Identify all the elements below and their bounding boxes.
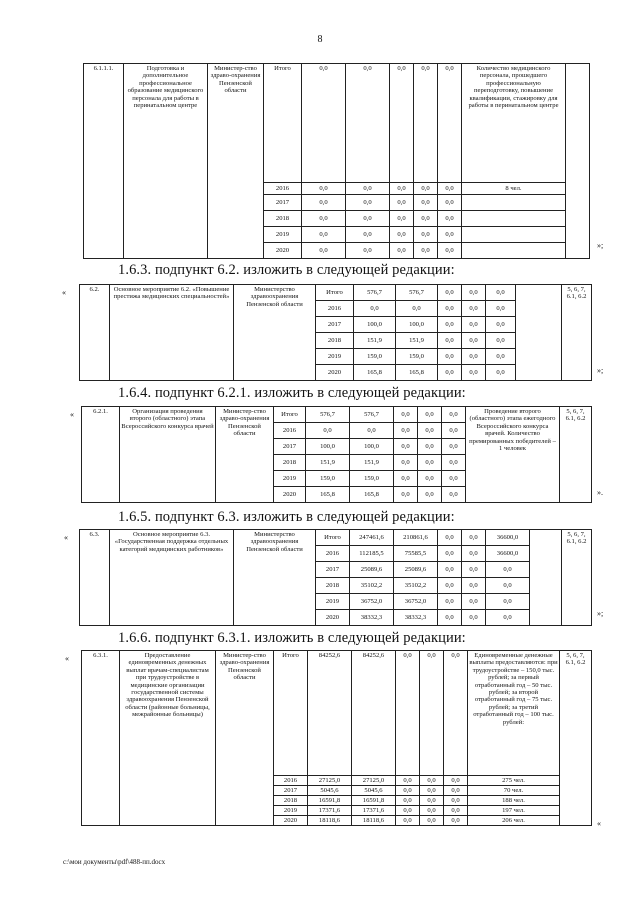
value-cell: 0,0 — [486, 365, 516, 381]
value-cell: 0,0 — [444, 806, 468, 816]
year-cell: 2018 — [274, 455, 306, 471]
value-cell: 36752,0 — [394, 594, 438, 610]
value-cell: 36600,0 — [486, 530, 530, 546]
result-cell: Единовременные денежные выплаты предоставляются: при трудоустройстве – 150,0 тыс. рублей; за первый отработанный год – 50 тыс. рублей; за второй отработанный год – 75 тыс. рублей; за третий отработанный год – 100 тыс. рублей: — [468, 651, 560, 776]
value-cell: 576,7 — [396, 285, 438, 301]
value-cell: 0,0 — [486, 333, 516, 349]
value-cell: 0,0 — [346, 243, 390, 259]
value-cell: 17371,6 — [352, 806, 396, 816]
row-executor: Министер-ство здраво-охранения Пензенской области — [216, 651, 274, 826]
close-quote: »; — [597, 241, 604, 250]
value-cell: 247461,6 — [350, 530, 394, 546]
year-cell: 2017 — [274, 786, 308, 796]
value-cell: 0,0 — [420, 651, 444, 776]
value-cell: 0,0 — [462, 365, 486, 381]
value-cell: 0,0 — [486, 317, 516, 333]
value-cell: 0,0 — [418, 407, 442, 423]
refs-cell: 5, 6, 7, 6.1, 6.2 — [562, 285, 592, 381]
result-cell — [462, 243, 566, 259]
value-cell: 0,0 — [390, 211, 414, 227]
value-cell: 0,0 — [396, 786, 420, 796]
value-cell: 0,0 — [396, 651, 420, 776]
result-cell — [462, 211, 566, 227]
result-cell: Проведение второго (областного) этапа ежегодного Всероссийского конкурса врачей. Количество премированных победителей – 1 человек — [466, 407, 560, 503]
year-cell: Итого — [264, 64, 302, 183]
value-cell: 0,0 — [390, 183, 414, 195]
year-cell: 2019 — [316, 594, 350, 610]
value-cell: 0,0 — [438, 285, 462, 301]
open-quote: « — [64, 533, 68, 542]
value-cell: 0,0 — [438, 301, 462, 317]
value-cell: 36752,0 — [350, 594, 394, 610]
value-cell: 0,0 — [486, 285, 516, 301]
year-cell: 2016 — [274, 423, 306, 439]
value-cell: 0,0 — [462, 546, 486, 562]
value-cell: 0,0 — [306, 423, 350, 439]
value-cell: 0,0 — [438, 530, 462, 546]
year-cell: Итого — [274, 651, 308, 776]
value-cell: 0,0 — [438, 546, 462, 562]
year-cell: 2017 — [316, 562, 350, 578]
value-cell: 5045,6 — [352, 786, 396, 796]
value-cell: 0,0 — [418, 471, 442, 487]
year-cell: 2019 — [264, 227, 302, 243]
value-cell: 0,0 — [414, 183, 438, 195]
value-cell: 0,0 — [462, 349, 486, 365]
value-cell: 165,8 — [306, 487, 350, 503]
row-executor: Министер-ство здраво-охранения Пензенской области — [208, 64, 264, 259]
value-cell: 0,0 — [302, 64, 346, 183]
value-cell: 27125,0 — [352, 776, 396, 786]
year-cell: Итого — [316, 285, 354, 301]
value-cell: 159,0 — [306, 471, 350, 487]
year-cell: 2017 — [264, 195, 302, 211]
value-cell: 0,0 — [346, 227, 390, 243]
close-quote: »; — [597, 609, 604, 618]
value-cell: 0,0 — [414, 227, 438, 243]
open-quote: « — [65, 654, 69, 663]
year-cell: 2016 — [316, 546, 350, 562]
value-cell: 0,0 — [394, 407, 418, 423]
value-cell: 100,0 — [306, 439, 350, 455]
row-code: 6.2.1. — [82, 407, 120, 503]
value-cell: 576,7 — [354, 285, 396, 301]
row-executor: Министерство здравоохранения Пензенской области — [234, 285, 316, 381]
row-executor: Министерство здравоохранения Пензенской области — [234, 530, 316, 626]
value-cell: 0,0 — [414, 211, 438, 227]
value-cell: 35102,2 — [394, 578, 438, 594]
year-cell: Итого — [274, 407, 306, 423]
section-heading: 1.6.6. подпункт 6.3.1. изложить в следующей редакции: — [118, 630, 466, 646]
value-cell: 0,0 — [350, 423, 394, 439]
value-cell: 0,0 — [462, 333, 486, 349]
value-cell: 0,0 — [396, 301, 438, 317]
value-cell: 151,9 — [350, 455, 394, 471]
result-cell: 8 чел. — [462, 183, 566, 195]
value-cell: 576,7 — [306, 407, 350, 423]
value-cell: 18118,6 — [352, 816, 396, 826]
refs-cell: 5, 6, 7, 6.1, 6.2 — [560, 407, 592, 503]
year-cell: 2019 — [316, 349, 354, 365]
value-cell: 151,9 — [396, 333, 438, 349]
value-cell: 0,0 — [396, 776, 420, 786]
value-cell: 0,0 — [302, 195, 346, 211]
year-cell: 2016 — [274, 776, 308, 786]
value-cell: 0,0 — [396, 796, 420, 806]
value-cell: 25089,6 — [394, 562, 438, 578]
value-cell: 0,0 — [438, 365, 462, 381]
value-cell: 0,0 — [418, 455, 442, 471]
value-cell: 0,0 — [414, 243, 438, 259]
value-cell: 0,0 — [438, 349, 462, 365]
section-heading: 1.6.4. подпункт 6.2.1. изложить в следующей редакции: — [118, 385, 466, 401]
result-cell — [462, 227, 566, 243]
value-cell: 0,0 — [438, 610, 462, 626]
value-cell: 0,0 — [390, 195, 414, 211]
result-cell: 206 чел. — [468, 816, 560, 826]
value-cell: 84252,6 — [352, 651, 396, 776]
value-cell: 0,0 — [462, 530, 486, 546]
row-code: 6.3. — [80, 530, 110, 626]
value-cell: 5045,6 — [308, 786, 352, 796]
value-cell: 0,0 — [444, 816, 468, 826]
value-cell: 0,0 — [462, 610, 486, 626]
value-cell: 0,0 — [420, 796, 444, 806]
value-cell: 0,0 — [486, 349, 516, 365]
value-cell: 0,0 — [414, 195, 438, 211]
result-cell — [530, 530, 562, 626]
value-cell: 0,0 — [442, 471, 466, 487]
value-cell: 38332,3 — [350, 610, 394, 626]
value-cell: 0,0 — [462, 562, 486, 578]
year-cell: 2018 — [316, 578, 350, 594]
value-cell: 100,0 — [396, 317, 438, 333]
year-cell: 2020 — [274, 487, 306, 503]
table-6-3 — [79, 529, 592, 626]
result-cell: 275 чел. — [468, 776, 560, 786]
result-cell: 188 чел. — [468, 796, 560, 806]
year-cell: 2019 — [274, 471, 306, 487]
value-cell: 165,8 — [354, 365, 396, 381]
value-cell: 0,0 — [394, 487, 418, 503]
value-cell: 27125,0 — [308, 776, 352, 786]
value-cell: 84252,6 — [308, 651, 352, 776]
value-cell: 0,0 — [346, 183, 390, 195]
value-cell: 0,0 — [418, 487, 442, 503]
refs-cell: 5, 6, 7, 6.1, 6.2 — [560, 651, 592, 826]
value-cell: 0,0 — [438, 333, 462, 349]
value-cell: 0,0 — [442, 407, 466, 423]
value-cell: 0,0 — [444, 776, 468, 786]
table-6-2-1 — [81, 406, 592, 503]
year-cell: 2018 — [316, 333, 354, 349]
value-cell: 25089,6 — [350, 562, 394, 578]
value-cell: 0,0 — [442, 439, 466, 455]
value-cell: 0,0 — [346, 64, 390, 183]
value-cell: 0,0 — [438, 317, 462, 333]
value-cell: 159,0 — [354, 349, 396, 365]
value-cell: 0,0 — [420, 816, 444, 826]
table-6-2 — [79, 284, 592, 381]
value-cell: 112185,5 — [350, 546, 394, 562]
value-cell: 0,0 — [394, 455, 418, 471]
value-cell: 0,0 — [438, 594, 462, 610]
value-cell: 0,0 — [302, 227, 346, 243]
close-quote: ». — [597, 488, 603, 497]
value-cell: 0,0 — [438, 562, 462, 578]
file-path-footer: c:\мои документы\pdf\488-пп.docx — [63, 858, 166, 866]
value-cell: 38332,3 — [394, 610, 438, 626]
value-cell: 0,0 — [442, 487, 466, 503]
year-cell: 2020 — [316, 365, 354, 381]
value-cell: 36600,0 — [486, 546, 530, 562]
row-name: Организация проведения второго (областного) этапа Всероссийского конкурса врачей — [120, 407, 216, 503]
value-cell: 0,0 — [346, 211, 390, 227]
value-cell: 0,0 — [438, 183, 462, 195]
value-cell: 0,0 — [438, 243, 462, 259]
value-cell: 0,0 — [438, 195, 462, 211]
value-cell: 0,0 — [302, 211, 346, 227]
value-cell: 0,0 — [486, 578, 530, 594]
row-name: Основное мероприятие 6.3. «Государственная поддержка отдельных категорий медицинских работников» — [110, 530, 234, 626]
row-name: Основное мероприятие 6.2. «Повышение престижа медицинских специальностей» — [110, 285, 234, 381]
value-cell: 0,0 — [394, 471, 418, 487]
value-cell: 0,0 — [418, 423, 442, 439]
year-cell: 2016 — [264, 183, 302, 195]
value-cell: 0,0 — [486, 301, 516, 317]
year-cell: 2020 — [274, 816, 308, 826]
year-cell: 2017 — [274, 439, 306, 455]
close-quote: »; — [597, 366, 604, 375]
value-cell: 0,0 — [420, 806, 444, 816]
result-cell: 197 чел. — [468, 806, 560, 816]
value-cell: 0,0 — [390, 64, 414, 183]
value-cell: 0,0 — [394, 439, 418, 455]
row-name: Предоставление единовременных денежных выплат врачам-специалистам при трудоустройстве в медицинские организации государственной системы здравоохранения Пензенской области (районные больницы, межрайонные больницы) — [120, 651, 216, 826]
year-cell: 2019 — [274, 806, 308, 816]
value-cell: 16591,8 — [308, 796, 352, 806]
value-cell: 0,0 — [346, 195, 390, 211]
value-cell: 0,0 — [462, 301, 486, 317]
value-cell: 0,0 — [396, 816, 420, 826]
value-cell: 165,8 — [350, 487, 394, 503]
value-cell: 576,7 — [350, 407, 394, 423]
value-cell: 100,0 — [350, 439, 394, 455]
value-cell: 0,0 — [486, 562, 530, 578]
open-quote: « — [62, 288, 66, 297]
value-cell: 0,0 — [414, 64, 438, 183]
value-cell: 0,0 — [438, 64, 462, 183]
value-cell: 16591,8 — [352, 796, 396, 806]
value-cell: 0,0 — [486, 594, 530, 610]
value-cell: 0,0 — [444, 786, 468, 796]
year-cell: 2016 — [316, 301, 354, 317]
result-cell: Количество медицинского персонала, прошедшего профессиональную переподготовку, повышение квалификации, стажировку для работы в перинатальном центре — [462, 64, 566, 183]
value-cell: 151,9 — [306, 455, 350, 471]
open-quote: « — [70, 410, 74, 419]
year-cell: 2017 — [316, 317, 354, 333]
value-cell: 0,0 — [396, 806, 420, 816]
value-cell: 0,0 — [390, 243, 414, 259]
refs-cell: 5, 6, 7, 6.1, 6.2 — [562, 530, 592, 626]
year-cell: 2020 — [316, 610, 350, 626]
result-cell: 70 чел. — [468, 786, 560, 796]
value-cell: 0,0 — [438, 578, 462, 594]
section-heading: 1.6.3. подпункт 6.2. изложить в следующей редакции: — [118, 262, 455, 278]
row-name: Подготовка и дополнительное профессиональное образование медицинского персонала для работы в перинатальном центре — [124, 64, 208, 259]
value-cell: 0,0 — [486, 610, 530, 626]
page-number: 8 — [317, 34, 323, 45]
value-cell: 0,0 — [420, 776, 444, 786]
row-code: 6.2. — [80, 285, 110, 381]
value-cell: 0,0 — [442, 423, 466, 439]
value-cell: 0,0 — [394, 423, 418, 439]
value-cell: 0,0 — [418, 439, 442, 455]
year-cell: 2018 — [264, 211, 302, 227]
value-cell: 0,0 — [302, 183, 346, 195]
table-6-3-1 — [81, 650, 592, 826]
value-cell: 0,0 — [438, 227, 462, 243]
value-cell: 0,0 — [420, 786, 444, 796]
year-cell: 2018 — [274, 796, 308, 806]
value-cell: 17371,6 — [308, 806, 352, 816]
value-cell: 0,0 — [354, 301, 396, 317]
value-cell: 0,0 — [442, 455, 466, 471]
result-cell — [516, 285, 562, 381]
value-cell: 18118,6 — [308, 816, 352, 826]
value-cell: 35102,2 — [350, 578, 394, 594]
value-cell: 0,0 — [462, 317, 486, 333]
value-cell: 0,0 — [462, 578, 486, 594]
value-cell: 0,0 — [462, 285, 486, 301]
refs-cell — [566, 64, 590, 259]
result-cell — [462, 195, 566, 211]
value-cell: 0,0 — [438, 211, 462, 227]
value-cell: 151,9 — [354, 333, 396, 349]
value-cell: 0,0 — [462, 594, 486, 610]
value-cell: 75585,5 — [394, 546, 438, 562]
value-cell: 0,0 — [444, 796, 468, 806]
close-quote: « — [597, 819, 601, 828]
year-cell: Итого — [316, 530, 350, 546]
section-heading: 1.6.5. подпункт 6.3. изложить в следующей редакции: — [118, 509, 455, 525]
value-cell: 100,0 — [354, 317, 396, 333]
row-executor: Министер-ство здраво-охранения Пензенской области — [216, 407, 274, 503]
year-cell: 2020 — [264, 243, 302, 259]
row-code: 6.3.1. — [82, 651, 120, 826]
value-cell: 159,0 — [350, 471, 394, 487]
value-cell: 210861,6 — [394, 530, 438, 546]
value-cell: 159,0 — [396, 349, 438, 365]
value-cell: 0,0 — [302, 243, 346, 259]
value-cell: 0,0 — [390, 227, 414, 243]
row-code: 6.1.1.1. — [84, 64, 124, 259]
table-6-1-1-1 — [83, 63, 590, 259]
value-cell: 0,0 — [444, 651, 468, 776]
value-cell: 165,8 — [396, 365, 438, 381]
